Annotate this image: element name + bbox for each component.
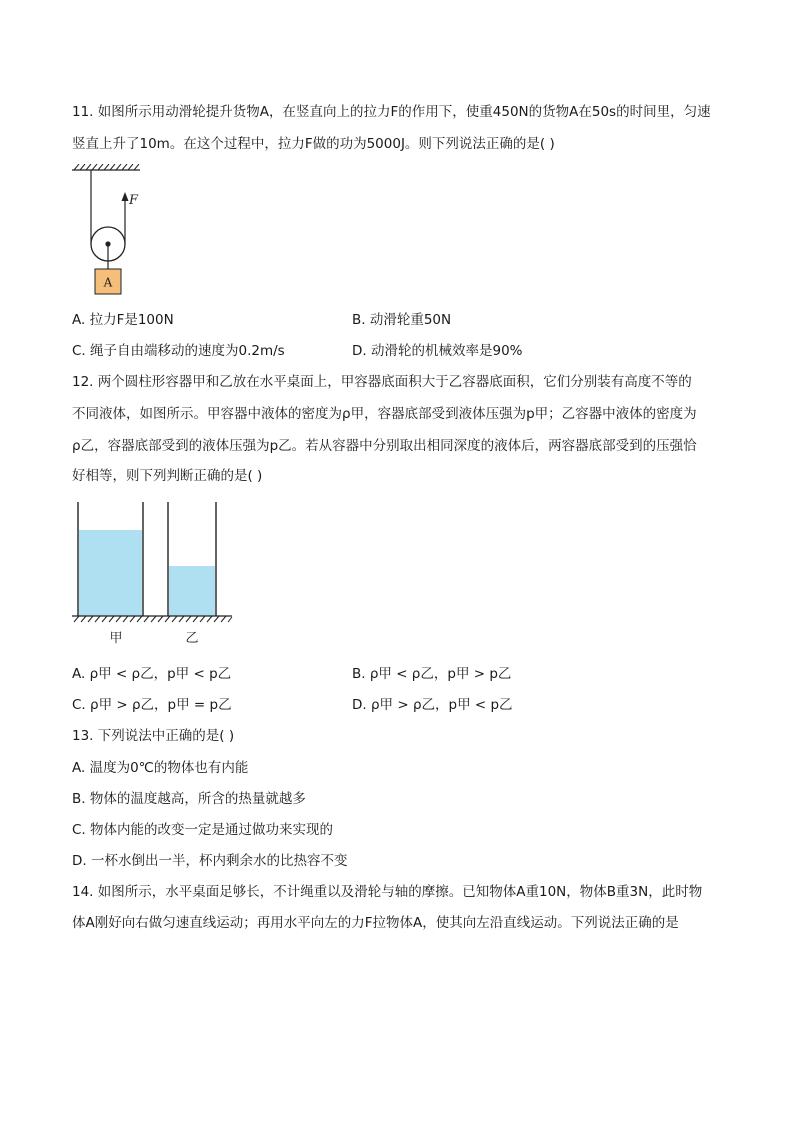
force-label: F [129, 193, 139, 208]
container-yi-label: 乙 [185, 631, 199, 646]
q13-option-d[interactable]: D. 一杯水倒出一半，杯内剩余水的比热容不变 [72, 853, 348, 869]
q12-option-c[interactable]: C. ρ甲 > ρ乙，p甲 = p乙 [72, 697, 232, 713]
liquid-yi [169, 566, 215, 616]
q12-stem-line2: 不同液体，如图所示。甲容器中液体的密度为ρ甲，容器底部受到液体压强为p甲；乙容器中液体的密度为 [72, 406, 697, 422]
q12-option-b[interactable]: B. ρ甲 < ρ乙，p甲 > p乙 [352, 666, 512, 682]
q12-option-a[interactable]: A. ρ甲 < ρ乙，p甲 < p乙 [72, 666, 232, 682]
q12-stem-line1: 12. 两个圆柱形容器甲和乙放在水平桌面上，甲容器底面积大于乙容器底面积，它们分别装有高度不等的 [72, 374, 692, 390]
q11-stem-line2: 竖直上升了10m。在这个过程中，拉力F做的功为5000J。则下列说法正确的是( ) [72, 136, 555, 152]
q11-option-a[interactable]: A. 拉力F是100N [72, 312, 174, 328]
q13-option-b[interactable]: B. 物体的温度越高，所含的热量就越多 [72, 791, 306, 807]
q13-option-a[interactable]: A. 温度为0℃的物体也有内能 [72, 760, 249, 776]
q14-stem-line1: 14. 如图所示，水平桌面足够长，不计绳重以及滑轮与轴的摩擦。已知物体A重10N，物体B重3N，此时物 [72, 884, 703, 900]
q12-stem-line4: 好相等，则下列判断正确的是( ) [72, 468, 263, 484]
block-label: A [103, 275, 113, 290]
containers-figure [70, 498, 236, 648]
q13-option-c[interactable]: C. 物体内能的改变一定是通过做功来实现的 [72, 822, 334, 838]
q11-option-d[interactable]: D. 动滑轮的机械效率是90% [352, 343, 523, 359]
q12-option-d[interactable]: D. ρ甲 > ρ乙，p甲 < p乙 [352, 697, 513, 713]
container-jia-label: 甲 [109, 631, 123, 646]
q13-stem: 13. 下列说法中正确的是( ) [72, 728, 235, 744]
q11-option-b[interactable]: B. 动滑轮重50N [352, 312, 452, 328]
liquid-jia [79, 530, 142, 616]
q14-stem-line2: 体A刚好向右做匀速直线运动；再用水平向左的力F拉物体A，使其向左沿直线运动。下列说法正确的是 [72, 915, 679, 931]
q12-stem-line3: ρ乙，容器底部受到的液体压强为p乙。若从容器中分别取出相同深度的液体后，两容器底部受到的压强恰 [72, 438, 697, 454]
q11-stem-line1: 11. 如图所示用动滑轮提升货物A，在竖直向上的拉力F的作用下，使重450N的货物A在50s的时间里，匀速 [72, 104, 711, 120]
q11-option-c[interactable]: C. 绳子自由端移动的速度为0.2m/s [72, 343, 285, 359]
pulley-figure [70, 164, 160, 300]
